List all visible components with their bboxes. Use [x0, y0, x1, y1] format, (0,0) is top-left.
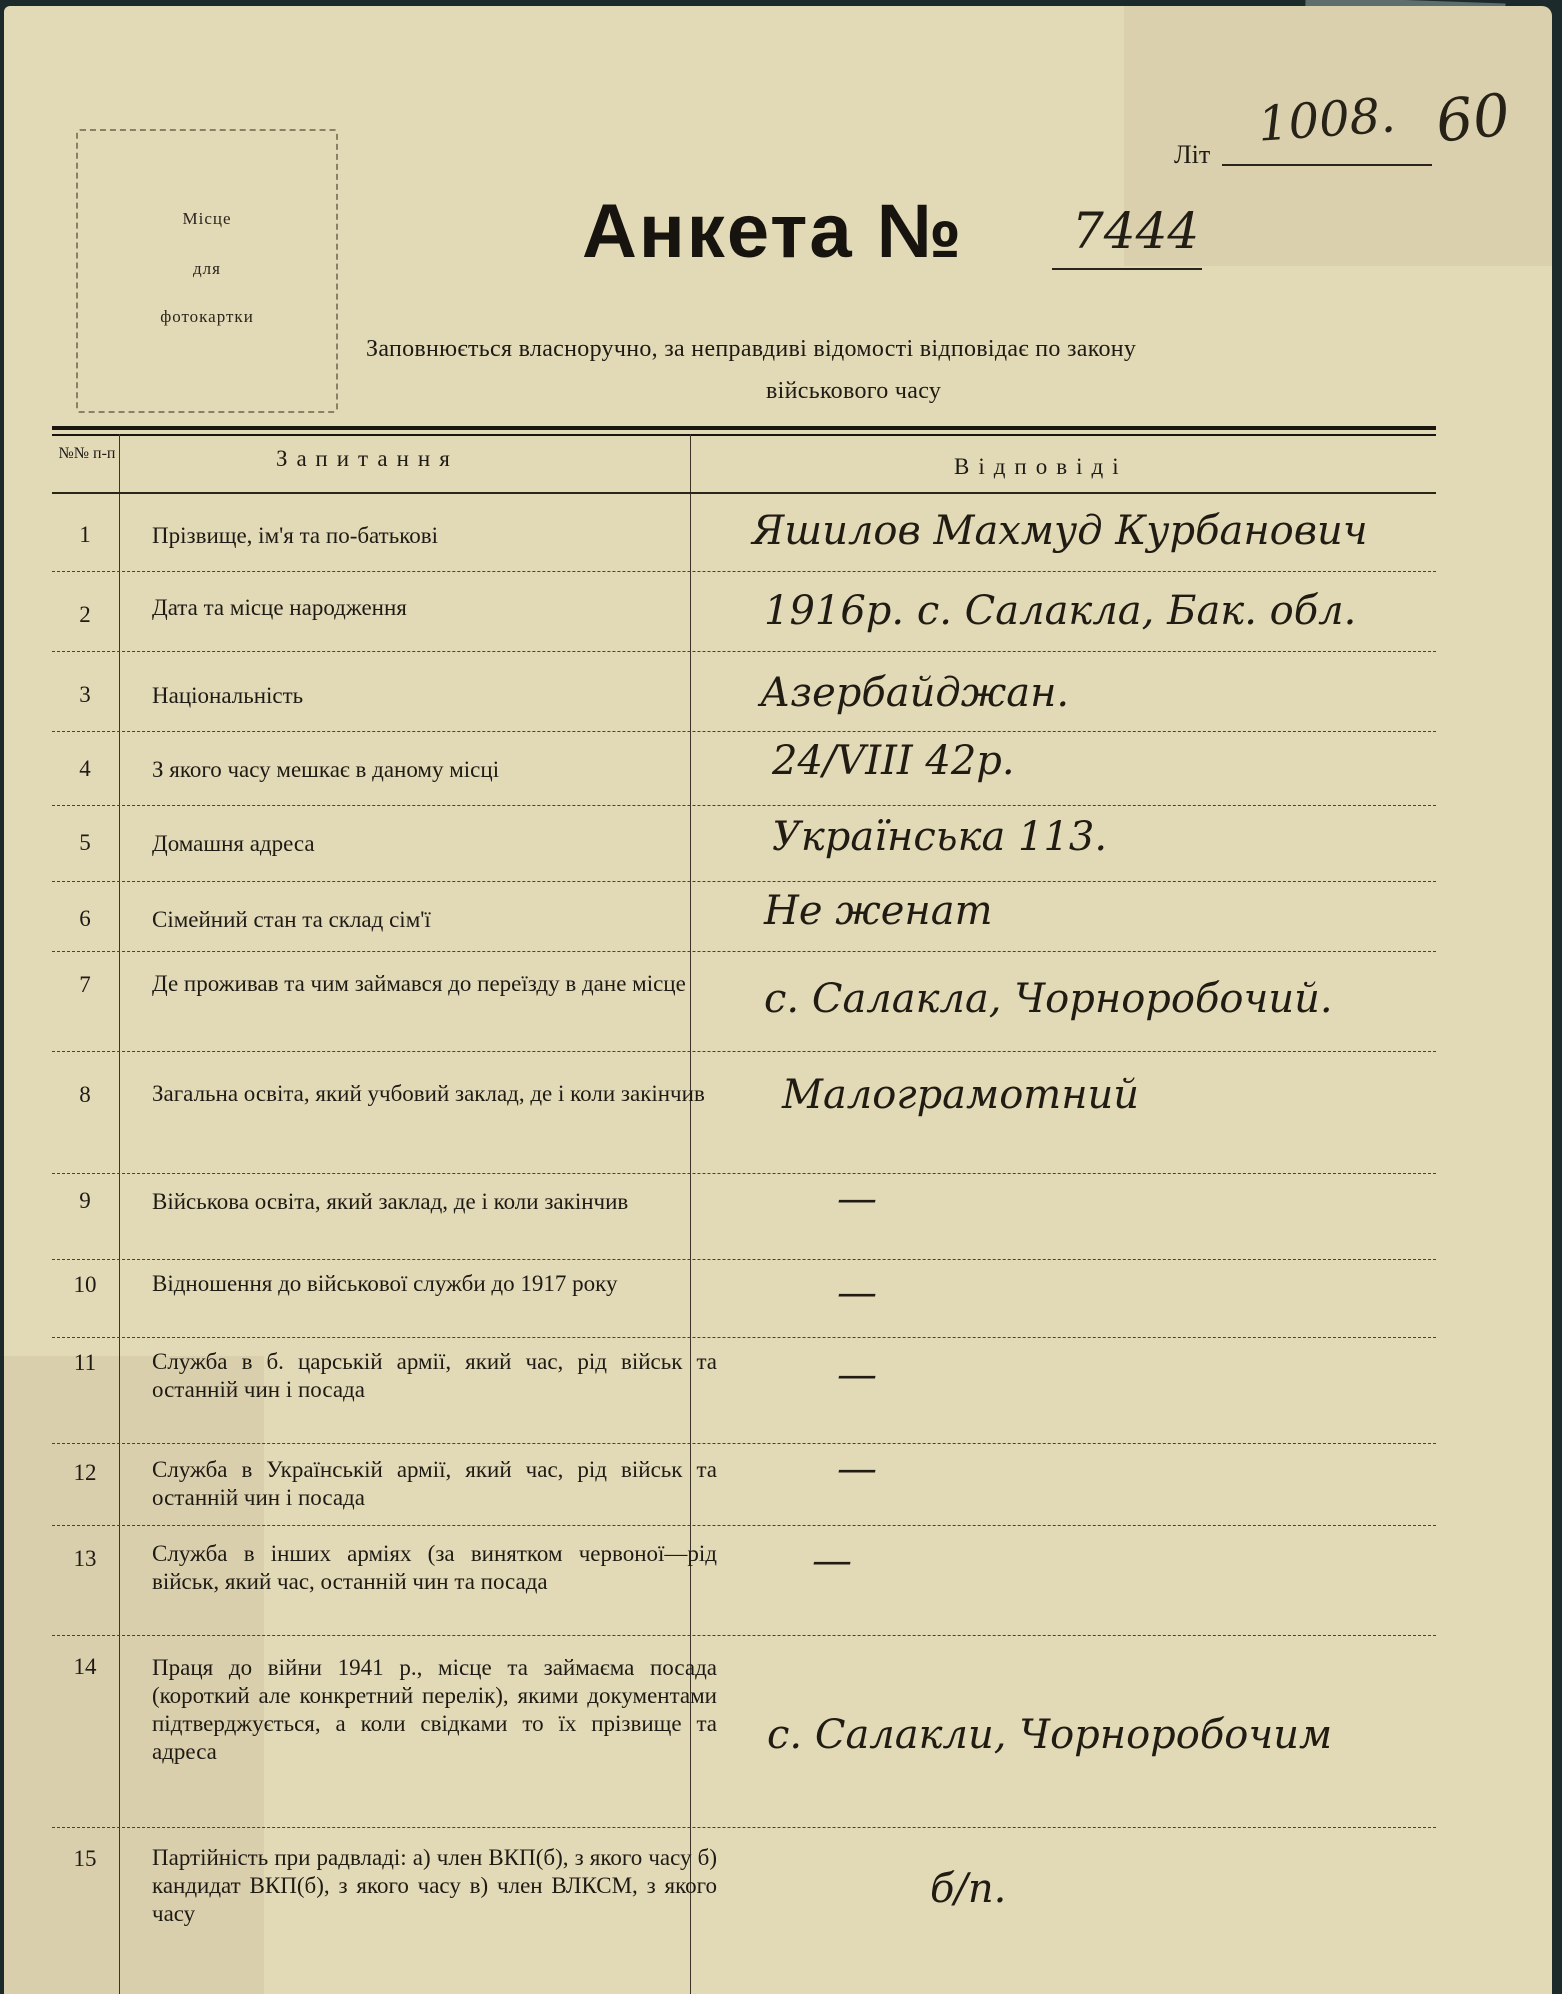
row-answer: —	[837, 1446, 877, 1492]
row-question: Сімейний стан та склад сім'ї	[152, 907, 431, 932]
photo-label-line: фотокартки	[160, 307, 254, 326]
row-answer: Не женат	[764, 888, 993, 934]
photo-placeholder	[76, 129, 338, 413]
table-row	[52, 952, 1436, 1052]
table-row	[52, 732, 1436, 806]
table-top-rule	[52, 426, 1436, 430]
row-question: Служба в інших арміях (за винятком червоної—рід військ, який час, останній чин та посада	[152, 1541, 717, 1594]
form-title: Анкета №	[582, 189, 964, 274]
column-header-question: Запитання	[276, 446, 459, 471]
row-number: 12	[73, 1460, 97, 1485]
table-row	[52, 1174, 1436, 1260]
table-row	[52, 1828, 1436, 1994]
form-number: 7444	[1072, 202, 1200, 260]
row-answer: 24/VIII 42р.	[772, 738, 1015, 784]
lit-underline	[1222, 164, 1432, 166]
row-question: Домашня адреса	[152, 831, 315, 856]
table-row	[52, 1444, 1436, 1526]
lit-label: Літ	[1174, 140, 1211, 169]
table-row	[52, 652, 1436, 732]
row-answer: Яшилов Махмуд Курбанович	[752, 508, 1368, 554]
row-answer: —	[837, 1176, 877, 1222]
row-number: 2	[79, 602, 91, 627]
table-row	[52, 1052, 1436, 1174]
row-question: Національність	[152, 683, 304, 708]
form-number-underline	[1052, 268, 1202, 270]
row-number: 9	[79, 1188, 91, 1213]
column-header-number: №№ п-п	[58, 445, 116, 462]
row-number: 15	[73, 1846, 97, 1871]
table-row	[52, 882, 1436, 952]
row-number: 14	[73, 1654, 97, 1679]
row-answer: с. Салакла, Чорноробочий.	[764, 976, 1333, 1022]
row-question: Праця до війни 1941 р., місце та займаєма посада (короткий але конкретний перелік), якими документами підтверджується, а коли свідками то їх прізвище та адреса	[152, 1655, 717, 1764]
row-answer: —	[837, 1352, 877, 1398]
row-question: Дата та місце народження	[152, 595, 407, 620]
row-answer: —	[812, 1538, 852, 1584]
table-row	[52, 572, 1436, 652]
form-instructions: Заповнюється власноручно, за неправдиві відомості відповідає по закону	[366, 336, 1137, 362]
row-number: 3	[79, 682, 91, 707]
table-row	[52, 1636, 1436, 1828]
row-question: Служба в б. царській армії, який час, рід військ та останній чин і посада	[152, 1349, 717, 1402]
row-number: 8	[79, 1082, 91, 1107]
row-answer: Малограмотний	[782, 1072, 1140, 1118]
column-header-answer: Відповіді	[954, 454, 1128, 479]
photo-label-line: для	[193, 259, 221, 278]
questionnaire-sheet	[4, 6, 1552, 1994]
row-question: Де проживав та чим займався до переїзду в дане місце	[152, 971, 686, 996]
row-question: Партійність при радвладі: а) член ВКП(б), з якого часу б) кандидат ВКП(б), з якого часу в) член ВЛКСМ, з якого часу	[152, 1845, 717, 1926]
table-row	[52, 494, 1436, 572]
row-question: Прізвище, ім'я та по-батькові	[152, 523, 438, 548]
row-number: 7	[79, 972, 91, 997]
row-question: З якого часу мешкає в даному місці	[152, 757, 500, 782]
row-answer: Азербайджан.	[760, 670, 1070, 716]
row-question: Служба в Українській армії, який час, рід військ та останній чин і посада	[152, 1457, 717, 1510]
row-number: 13	[73, 1546, 97, 1571]
row-answer: 1916р. с. Салакла, Бак. обл.	[764, 588, 1357, 634]
table-row	[52, 1260, 1436, 1338]
row-question: Військова освіта, який заклад, де і коли закінчив	[152, 1189, 629, 1214]
row-number: 11	[73, 1350, 97, 1375]
row-answer: Українська 113.	[772, 814, 1108, 860]
row-number: 5	[79, 830, 91, 855]
form-instructions-cont: військового часу	[766, 378, 942, 404]
row-question: Відношення до військової служби до 1917 року	[152, 1271, 618, 1296]
table-row	[52, 1338, 1436, 1444]
table-top-rule	[52, 434, 1436, 436]
photo-label-line: Місце	[182, 209, 232, 228]
row-answer: б/п.	[930, 1866, 1007, 1912]
table-row	[52, 1526, 1436, 1636]
row-number: 1	[79, 522, 91, 547]
row-question: Загальна освіта, який учбовий заклад, де і коли закінчив	[152, 1081, 705, 1106]
row-number: 4	[79, 756, 91, 781]
table-row	[52, 806, 1436, 882]
row-answer: —	[837, 1270, 877, 1316]
row-number: 10	[73, 1272, 97, 1297]
page-mark: 60	[1432, 80, 1514, 156]
row-number: 6	[79, 906, 91, 931]
row-answer: с. Салакли, Чорноробочим	[767, 1712, 1333, 1758]
lit-value: 1008.	[1256, 87, 1398, 153]
